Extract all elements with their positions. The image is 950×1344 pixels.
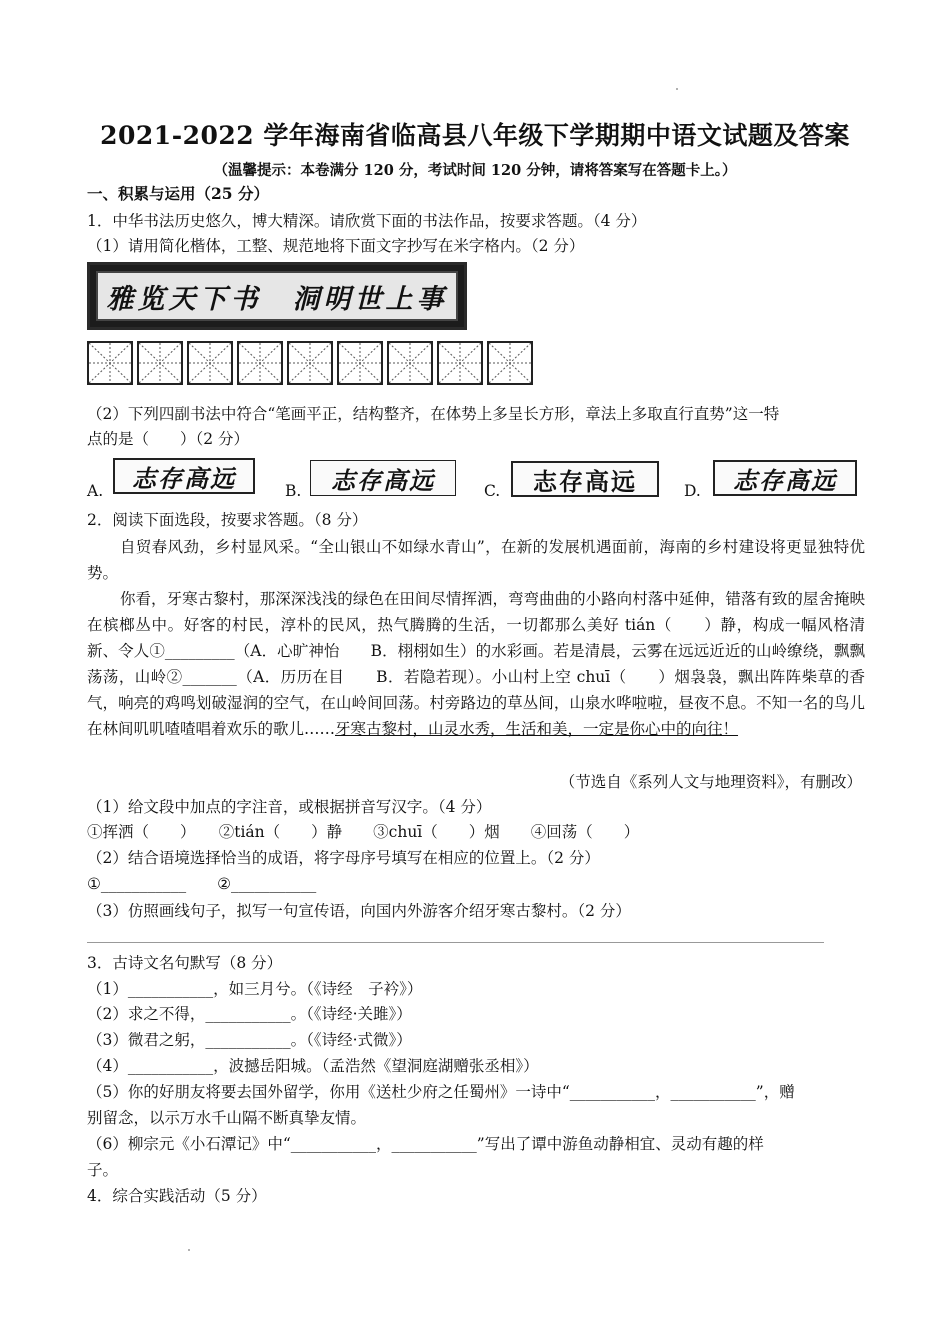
option-b-calligraphy (310, 460, 456, 496)
option-a-calligraphy (113, 458, 255, 494)
question-2-sub1-items: ①挥洒（ ） ②tián（ ）静 ③chuī（ ）烟 ④回荡（ ） (87, 823, 640, 841)
option-a-label: A. (87, 482, 104, 500)
question-2-sub1: （1）给文段中加点的字注音，或根据拼音写汉字。（4 分） (87, 798, 492, 816)
passage-paragraph-2-text: 你看，牙寒古黎村，那深深浅浅的绿色在田间尽情挥洒，弯弯曲曲的小路向村落中延伸，错落有致的屋舍掩映在槟榔丛中。好客的村民，淳朴的民风，热气腾腾的生活，一切都那么美好 tián（ ）静，构成一幅风格清新、令人①_________（A．心旷神怡 B．栩栩如生）的水彩画。若是清晨，云雾在远远近近的山岭缭绕，飘飘荡荡，山岭②_______（A．历历在目 B．若隐若现）。小山村上空 chuī（ ）烟袅袅，飘出阵阵柴草的香气，响亮的鸡鸣划破湿润的空气，在山岭间回荡。村旁路边的草丛间，山泉水哗啦啦，昼夜不息。不知一名的鸟儿在林间叽叽喳喳唱着欢乐的歌儿…… (87, 590, 865, 738)
question-1-sub1: （1）请用简化楷体，工整、规范地将下面文字抄写在米字格内。（2 分） (87, 237, 585, 255)
underlined-sentence: 牙寒古黎村，山灵水秀，生活和美，一定是你心中的向往！ (335, 720, 739, 738)
exam-subtitle: （温馨提示：本卷满分 120 分，考试时间 120 分钟，请将答案写在答题卡上。） (213, 162, 737, 179)
option-c-calligraphy (511, 461, 659, 497)
question-3-item-2: （2）求之不得，___________。（《诗经·关雎》） (87, 1005, 412, 1023)
mi-grid-cell (437, 341, 483, 385)
scan-speck (188, 1249, 190, 1251)
question-3-item-5-line2: 别留念，以示万水千山隔不断真挚友情。 (87, 1109, 367, 1127)
option-d-calligraphy (713, 460, 857, 496)
option-d-art: 志存高远 (733, 465, 837, 495)
calligraphy-banner (87, 262, 467, 330)
question-3-item-6-line1: （6）柳宗元《小石潭记》中“___________，___________”写出了谭中游鱼动静相宜、灵动有趣的样 (87, 1135, 764, 1153)
option-a-art: 志存高远 (132, 463, 236, 493)
question-2-stem: 2．阅读下面选段，按要求答题。（8 分） (87, 511, 368, 529)
answer-line (87, 942, 824, 943)
mi-grid-cell (487, 341, 533, 385)
exam-title: 2021-2022 学年海南省临高县八年级下学期期中语文试题及答案 (100, 121, 850, 150)
question-1-stem: 1．中华书法历史悠久，博大精深。请欣赏下面的书法作品，按要求答题。（4 分） (87, 212, 647, 230)
question-3-item-6-line2: 子。 (87, 1161, 119, 1179)
question-4-stem: 4．综合实践活动（5 分） (87, 1187, 267, 1205)
option-d-label: D. (684, 482, 701, 500)
option-c-label: C. (484, 482, 501, 500)
question-1-sub2-line1: （2）下列四副书法中符合“笔画平正，结构整齐，在体势上多呈长方形，章法上多取直行直势”这一特 (87, 405, 780, 423)
question-3-item-3: （3）微君之躬，___________。（《诗经·式微》） (87, 1031, 412, 1049)
option-b-art: 志存高远 (331, 465, 435, 495)
question-2-sub2-blanks: ①___________ ②___________ (87, 875, 317, 893)
question-3-item-4: （4）___________，波撼岳阳城。（孟浩然《望洞庭湖赠张丞相》） (87, 1057, 539, 1075)
question-2-sub3: （3）仿照画线句子，拟写一句宣传语，向国内外游客介绍牙寒古黎村。（2 分） (87, 902, 631, 920)
passage-source: （节选自《系列人文与地理资料》，有删改） (559, 773, 862, 791)
passage-paragraph-1: 自贸春风劲，乡村显风采。“全山银山不如绿水青山”，在新的发展机遇面前，海南的乡村建设将更显独特优势。 (87, 538, 865, 582)
mi-grid-cell (137, 341, 183, 385)
calligraphy-panel (96, 271, 458, 321)
question-1-sub2-line2: 点的是（ ）（2 分） (87, 430, 250, 448)
mi-grid-cell (337, 341, 383, 385)
option-c-art: 志存高远 (533, 466, 637, 496)
question-3-stem: 3．古诗文名句默写（8 分） (87, 954, 283, 972)
question-3-item-1: （1）___________，如三月兮。（《诗经 子衿》） (87, 980, 423, 998)
mi-grid-cell (287, 341, 333, 385)
scan-speck (676, 88, 678, 90)
option-b-label: B. (285, 482, 302, 500)
section-heading: 一、积累与运用（25 分） (87, 184, 269, 203)
question-3-item-5-line1: （5）你的好朋友将要去国外留学，你用《送杜少府之任蜀州》一诗中“___________，___________”，赠 (87, 1083, 795, 1101)
calligraphy-text: 雅览天下书 洞明世上事 (106, 283, 448, 315)
mi-grid-cell (237, 341, 283, 385)
mi-grid-row (87, 341, 537, 385)
question-2-sub2: （2）结合语境选择恰当的成语，将字母序号填写在相应的位置上。（2 分） (87, 849, 600, 867)
mi-grid-cell (387, 341, 433, 385)
mi-grid-cell (187, 341, 233, 385)
passage-paragraph-2 (87, 586, 865, 742)
mi-grid-cell (87, 341, 133, 385)
